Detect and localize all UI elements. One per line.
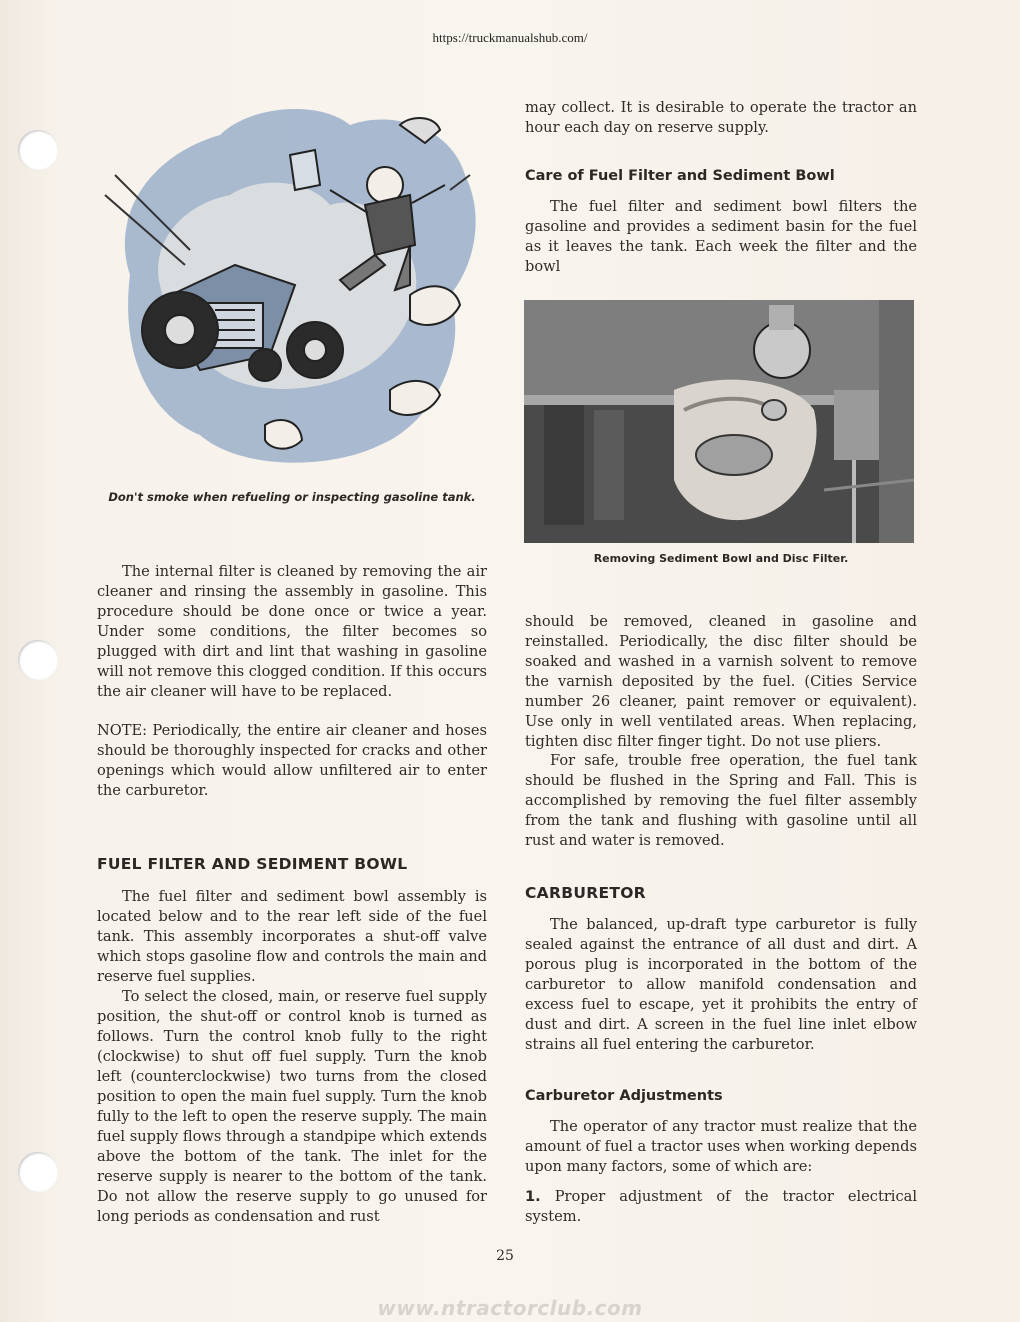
header-url[interactable]: https://truckmanualshub.com/ (432, 30, 588, 45)
removed-paragraph: should be removed, cleaned in gasoline and reinstalled. Periodically, the disc filter should be soaked and washed in a varnish solvent to remove the varnish deposited by the fuel. (Cities Service number 26 cleaner, paint remover or equivalent). Use only in well ventilated areas. When replacing, tighten disc filter finger tight. Do not use pliers. (525, 613, 917, 750)
fuel-supply-paragraph: To select the closed, main, or reserve fuel supply position, the shut-off or control knob is turned as follows. Turn the control knob fully to the right (clockwise) to shut off fuel supply. Turn the knob left (counterclockwise) two turns from the closed position to open the main fuel supply. Turn the knob fully to the left to open the reserve supply. The main fuel supply flows through a standpipe which extends above the bottom of the tank. The inlet for the reserve supply is nearer to the bottom of the tank. Do not allow the reserve supply to go unused for long periods as condensation and rust (97, 988, 487, 1225)
tractor-explosion-cartoon (90, 95, 490, 480)
punch-hole (18, 640, 58, 680)
continued-paragraph: may collect. It is desirable to operate the tractor an hour each day on reserve supply. (525, 99, 917, 136)
list-item-text: Proper adjustment of the tractor electrical system. (525, 1188, 918, 1225)
photo-caption: Removing Sediment Bowl and Disc Filter. (593, 552, 849, 565)
air-cleaner-paragraph: The internal filter is cleaned by removing the air cleaner and rinsing the assembly in gasoline. This procedure should be done once or twice a year. Under some conditions, the filter becomes so plugged with dirt and lint that washing in gasoline will not remove this clogged condition. If this occurs the air cleaner will have to be replaced. (97, 563, 487, 700)
flush-paragraph: For safe, trouble free operation, the fuel tank should be flushed in the Spring and Fall. This is accomplished by removing the fuel filter assembly from the tank and flushing with gasoline until all rust and water is removed. (525, 752, 917, 849)
fuel-filter-paragraph: The fuel filter and sediment bowl assembly is located below and to the rear left side of the fuel tank. This assembly incorporates a shut-off valve which stops gasoline flow and controls the main and reserve fuel supplies. (97, 888, 487, 985)
adjustments-paragraph: The operator of any tractor must realize that the amount of fuel a tractor uses when working depends upon many factors, some of which are: (525, 1118, 917, 1175)
punch-hole (18, 130, 58, 170)
carburetor-paragraph: The balanced, up-draft type carburetor is fully sealed against the entrance of all dust and dirt. A porous plug is incorporated in the bottom of the carburetor to allow manifold condensation and excess fuel to escape, yet it prohibits the entry of dust and dirt. A screen in the fuel line inlet elbow strains all fuel entering the carburetor. (525, 916, 917, 1053)
heading-carburetor: CARBURETOR (525, 884, 646, 902)
cartoon-caption: Don't smoke when refueling or inspecting gasoline tank. (108, 490, 476, 504)
list-item (525, 1187, 917, 1227)
sediment-bowl-photo (524, 300, 914, 543)
list-item-number: 1. (525, 1188, 541, 1205)
note-paragraph: NOTE: Periodically, the entire air cleaner and hoses should be thoroughly inspected for cracks and other openings which would allow unfiltered air to enter the carburetor. (97, 722, 487, 799)
heading-carburetor-adjustments: Carburetor Adjustments (525, 1088, 723, 1104)
heading-fuel-filter: FUEL FILTER AND SEDIMENT BOWL (97, 855, 408, 873)
care-paragraph: The fuel filter and sediment bowl filters the gasoline and provides a sediment basin for the fuel as it leaves the tank. Each week the filter and the bowl (525, 198, 917, 275)
heading-care-fuel-filter: Care of Fuel Filter and Sediment Bowl (525, 168, 835, 184)
watermark: www.ntractorclub.com (377, 1296, 643, 1320)
page-number: 25 (496, 1248, 514, 1264)
punch-hole (18, 1152, 58, 1192)
